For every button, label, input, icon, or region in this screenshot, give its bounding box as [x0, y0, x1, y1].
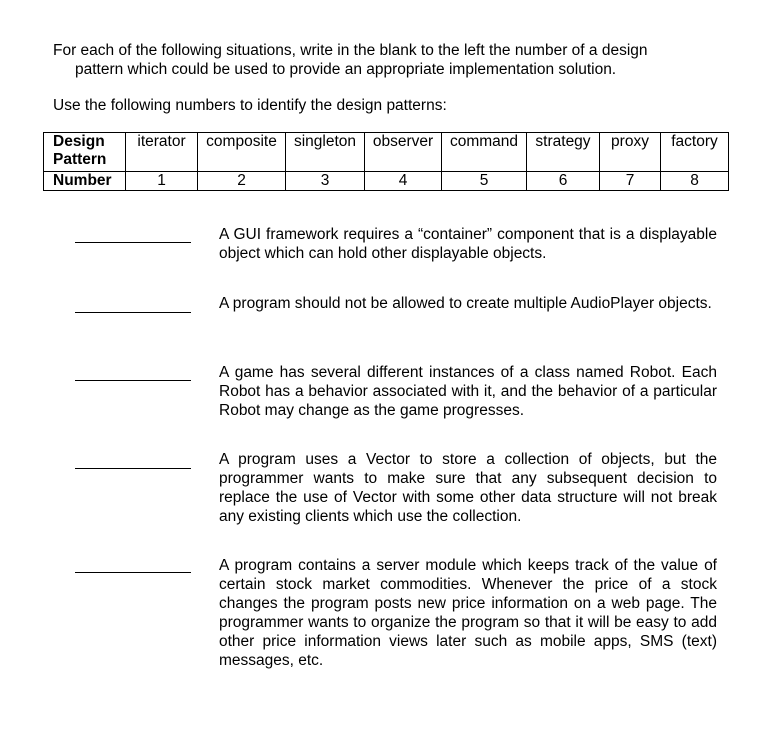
pattern-name-cell: strategy — [527, 133, 600, 172]
pattern-number-cell: 4 — [365, 172, 442, 191]
pattern-name-cell: singleton — [286, 133, 365, 172]
pattern-name-cell: composite — [198, 133, 286, 172]
pattern-name-cell: proxy — [600, 133, 661, 172]
use-numbers-text: Use the following numbers to identify the design patterns: — [53, 97, 447, 114]
instructions-paragraph — [53, 41, 725, 79]
answer-blank[interactable] — [75, 572, 191, 573]
design-pattern-header — [44, 133, 126, 172]
pattern-number-cell: 6 — [527, 172, 600, 191]
instructions-line-1: For each of the following situations, write in the blank to the left the number of a design — [53, 42, 648, 59]
pattern-number-cell: 7 — [600, 172, 661, 191]
design-pattern-table — [43, 132, 729, 191]
number-header: Number — [44, 172, 126, 191]
answer-blank[interactable] — [75, 380, 191, 381]
pattern-number-cell: 2 — [198, 172, 286, 191]
question-text: A GUI framework requires a “container” component that is a displayable object which can hold other displayable objects. — [219, 226, 717, 262]
pattern-names-row — [44, 133, 729, 172]
pattern-name-cell: factory — [661, 133, 729, 172]
instructions-line-2: pattern which could be used to provide an appropriate implementation solution. — [75, 61, 617, 78]
answer-blank[interactable] — [75, 242, 191, 243]
answer-blank[interactable] — [75, 312, 191, 313]
question-text: A game has several different instances of a class named Robot. Each Robot has a behavior associated with it, and the behavior of a particular Robot may change as the game progresses. — [219, 364, 717, 419]
pattern-name-cell: observer — [365, 133, 442, 172]
pattern-number-cell: 1 — [126, 172, 198, 191]
pattern-number-cell: 8 — [661, 172, 729, 191]
question-text: A program uses a Vector to store a collection of objects, but the programmer wants to make sure that any subsequent decision to replace the use of Vector with some other data structure will not break any existing clients which use the collection. — [219, 451, 717, 525]
pattern-name-cell: command — [442, 133, 527, 172]
question-text: A program should not be allowed to create multiple AudioPlayer objects. — [219, 295, 712, 312]
pattern-name-cell: iterator — [126, 133, 198, 172]
answer-blank[interactable] — [75, 468, 191, 469]
pattern-number-cell: 3 — [286, 172, 365, 191]
pattern-numbers-row — [44, 172, 729, 191]
header-line-1: Design — [53, 133, 105, 150]
question-text: A program contains a server module which keeps track of the value of certain stock market commodities. Whenever the price of a stock changes the program posts new price information on a web page. The programmer wants to organize the program so that it will be easy to add other price information views later such as mobile apps, SMS (text) messages, etc. — [219, 557, 717, 669]
pattern-number-cell: 5 — [442, 172, 527, 191]
header-line-2: Pattern — [53, 151, 107, 168]
